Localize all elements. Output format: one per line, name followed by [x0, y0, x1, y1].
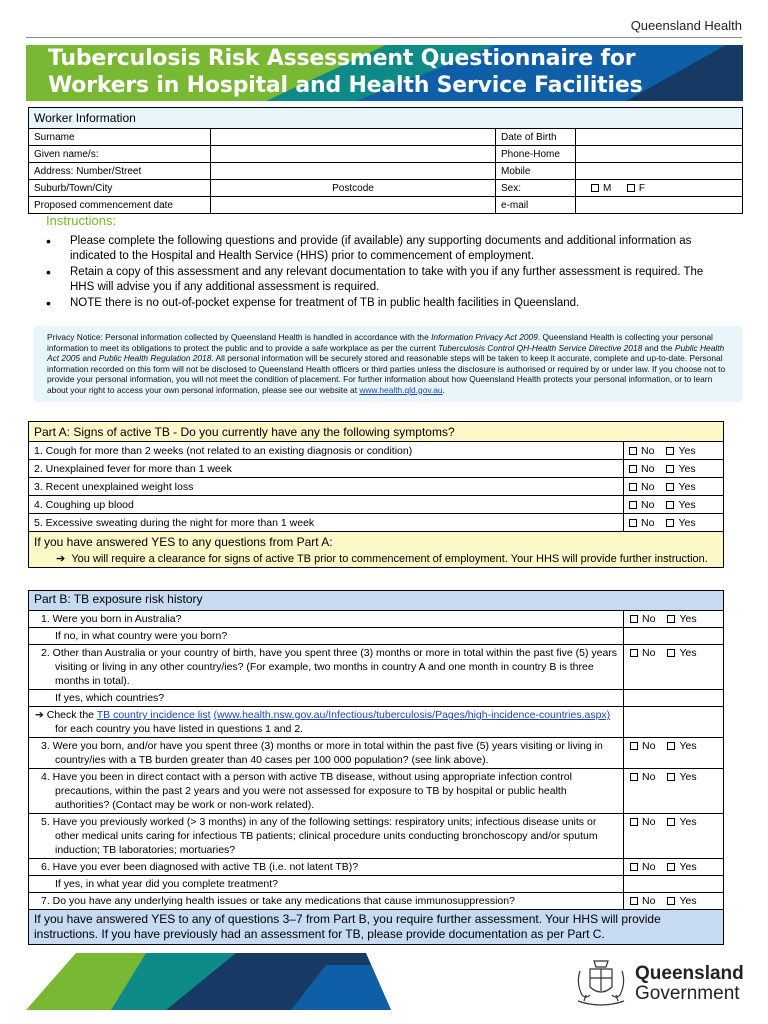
question-text: 3. Were you born, and/or have you spent three (3) months or more in total within the past five (5) years visiting or living in country/ies with a TB burden greater than 40 cases per 100 000 population? (see link above).: [29, 738, 624, 769]
postcode-label: Postcode: [332, 182, 374, 194]
no-label: No: [641, 444, 655, 457]
table-row: [29, 738, 724, 769]
part-a-table: [28, 421, 724, 568]
table-row: [29, 478, 724, 496]
yes-checkbox[interactable]: [667, 897, 675, 905]
question-text: 5. Excessive sweating during the night for more than 1 week: [29, 514, 624, 532]
postcode-input[interactable]: [211, 180, 496, 197]
no-checkbox[interactable]: [630, 615, 638, 623]
question-text: 3. Recent unexplained weight loss: [29, 478, 624, 496]
yes-label: Yes: [678, 516, 696, 529]
no-checkbox[interactable]: [629, 519, 637, 527]
question-text: 6. Have you ever been diagnosed with active TB (i.e. not latent TB)?: [29, 859, 624, 876]
question-text: 5. Have you previously worked (> 3 months) in any of the following settings: respiratory units; infectious disease units or other medical units caring for infectious TB patients; clinical procedure units conducting bronchoscopy and/or sputum induction; TB laboratories; mortuaries?: [29, 814, 624, 859]
yes-checkbox[interactable]: [667, 649, 675, 657]
part-b-footer: If you have answered YES to any of questions 3–7 from Part B, you require further assessment. Your HHS will provide instructions. If you have previously had an assessment for TB, please provide documentation as per Part C.: [29, 910, 724, 945]
yes-label: Yes: [679, 771, 697, 783]
logo-line-1: Queensland: [635, 963, 744, 984]
yes-label: Yes: [679, 613, 697, 625]
question-text: 2. Other than Australia or your country of birth, have you spent three (3) months or more in total within the past five (5) years visiting or living in any other country/ies? (For example, two months in country A and one month in country B is three months in total).: [29, 645, 624, 690]
field-label: Suburb/Town/City: [29, 180, 211, 197]
part-a-footer-note: You will require a clearance for signs of active TB prior to commencement of employment. Your HHS will provide further instruction.: [71, 553, 708, 565]
yes-label: Yes: [679, 647, 697, 659]
worker-info-header: Worker Information: [29, 108, 743, 129]
date-of-birth-input[interactable]: [576, 129, 743, 146]
field-label: Sex:: [496, 180, 576, 197]
yes-checkbox[interactable]: [667, 773, 675, 781]
table-row: [29, 859, 724, 876]
table-row: [29, 129, 743, 146]
no-label: No: [641, 498, 655, 511]
header-rule: [26, 37, 742, 38]
worker-information-table: [28, 107, 743, 214]
no-checkbox[interactable]: [630, 649, 638, 657]
table-row: [29, 645, 724, 690]
countries-input[interactable]: [624, 690, 724, 707]
no-checkbox[interactable]: [630, 773, 638, 781]
yes-label: Yes: [678, 462, 696, 475]
no-label: No: [642, 647, 656, 659]
directive-name: Tuberculosis Control QH-Health Service Directive 2018: [438, 342, 643, 353]
no-checkbox[interactable]: [629, 465, 637, 473]
question-text: 1. Cough for more than 2 weeks (not related to an existing diagnosis or condition): [29, 442, 624, 460]
no-label: No: [642, 895, 656, 907]
yes-label: Yes: [679, 816, 697, 828]
list-item: • Retain a copy of this assessment and any relevant documentation to take with you if any further assessment is required. The HHS will advise you if any additional assessment is required.: [46, 265, 716, 295]
tb-incidence-list-link[interactable]: TB country incidence list: [96, 709, 211, 721]
question-text: 1. Were you born in Australia?: [29, 611, 624, 628]
field-label: Mobile: [496, 163, 576, 180]
field-label: Date of Birth: [496, 129, 576, 146]
yes-label: Yes: [679, 861, 697, 873]
no-checkbox[interactable]: [630, 742, 638, 750]
yes-label: Yes: [678, 498, 696, 511]
privacy-text: and: [80, 353, 99, 363]
part-b-header: Part B: TB exposure risk history: [29, 591, 724, 611]
footer-decoration: [26, 935, 406, 1010]
no-label: No: [641, 516, 655, 529]
no-label: No: [641, 462, 655, 475]
no-label: No: [642, 613, 656, 625]
question-text: 4. Have you been in direct contact with a person with active TB disease, without using appropriate infection control precautions, within the past 2 years and you were not assessed for exposure to TB by hospital or public health authorities? (Contact may be work or non-work related).: [29, 769, 624, 814]
table-row: [29, 514, 724, 532]
check-text: for each country you have listed in questions 1 and 2.: [55, 723, 304, 735]
treatment-year-input[interactable]: [624, 876, 724, 893]
table-row: [29, 628, 724, 645]
part-b-table: [28, 590, 724, 945]
public-health-act-name: Public Health Act 2005: [47, 342, 725, 363]
list-item: • NOTE there is no out-of-pocket expense for treatment of TB in public health facilities in Queensland.: [46, 296, 716, 311]
no-checkbox[interactable]: [630, 818, 638, 826]
tb-incidence-url-link[interactable]: (www.health.nsw.gov.au/Infectious/tuberculosis/Pages/high-incidence-countries.aspx): [213, 709, 611, 721]
field-label: Phone-Home: [496, 146, 576, 163]
field-label: Surname: [29, 129, 211, 146]
no-label: No: [642, 771, 656, 783]
table-row: [29, 197, 743, 214]
sex-male-checkbox[interactable]: [591, 184, 599, 192]
check-text: Check the: [46, 709, 97, 721]
table-row: [29, 690, 724, 707]
sex-female-label: F: [638, 182, 646, 194]
email-input[interactable]: [576, 197, 743, 214]
list-item: • Please complete the following questions and provide (if available) any supporting documents and additional information as indicated to the Hospital and Health Service (HHS) prior to commencement of employment.: [46, 234, 716, 264]
instructions-heading: Instructions:: [46, 213, 117, 228]
arrow-right-icon: ➔: [35, 709, 44, 721]
part-a-footer-text: If you have answered YES to any questions from Part A:: [34, 535, 333, 549]
table-row: [29, 496, 724, 514]
coat-of-arms-icon: [572, 955, 630, 1010]
table-row: [29, 460, 724, 478]
privacy-text: Privacy Notice: Personal information collected by Queensland Health is handled in accordance with the: [47, 332, 432, 342]
question-text: 2. Unexplained fever for more than 1 week: [29, 460, 624, 478]
no-label: No: [642, 861, 656, 873]
privacy-text: . All personal information will be securely stored and reasonable steps will be taken to keep it accurate, complete and up-to-date. Personal information recorded on this form will not be disclosed to Queensland Health officers or third parties unless the disclosure is authorised or required by or under law. If you choose not to provide your personal information, you will not meet the condition of placement. For further information about how Queensland Health protects your personal information, or to learn about your right to access your own personal information, please see our website at: [47, 353, 726, 395]
arrow-right-icon: ➔: [56, 553, 66, 565]
yes-label: Yes: [679, 740, 697, 752]
yes-label: Yes: [679, 895, 697, 907]
no-checkbox[interactable]: [629, 447, 637, 455]
yes-checkbox[interactable]: [666, 465, 674, 473]
table-row: [29, 442, 724, 460]
sex-female-checkbox[interactable]: [627, 184, 635, 192]
table-row: [29, 814, 724, 859]
surname-input[interactable]: [211, 129, 496, 146]
part-a-footer: [29, 532, 724, 568]
yes-checkbox[interactable]: [667, 742, 675, 750]
check-link-row: [29, 707, 624, 738]
question-text: 4. Coughing up blood: [29, 496, 624, 514]
question-text: 7. Do you have any underlying health issues or take any medications that cause immunosuppression?: [29, 893, 624, 910]
field-label: e-mail: [496, 197, 576, 214]
table-row: [29, 876, 724, 893]
queensland-government-logo: [572, 955, 747, 1010]
sex-male-label: M: [603, 182, 612, 194]
no-label: No: [642, 740, 656, 752]
commencement-date-input[interactable]: [211, 197, 496, 214]
health-website-link[interactable]: www.health.qld.gov.au: [359, 384, 443, 395]
privacy-act-name: Information Privacy Act 2009: [431, 332, 538, 342]
yes-checkbox[interactable]: [666, 519, 674, 527]
no-label: No: [642, 816, 656, 828]
privacy-text: and the: [642, 342, 675, 353]
yes-checkbox[interactable]: [667, 863, 675, 871]
yes-label: Yes: [678, 444, 696, 457]
question-subtext: If yes, in what year did you complete treatment?: [29, 876, 624, 893]
table-row: [29, 163, 743, 180]
table-row: [29, 707, 724, 738]
yes-checkbox[interactable]: [666, 501, 674, 509]
yes-checkbox[interactable]: [666, 483, 674, 491]
table-row: [29, 146, 743, 163]
privacy-text: .: [442, 384, 445, 395]
privacy-text: . Queensland Health is collecting your personal information to meet its obligations to protect the public and to provide a safe workplace as per the current: [47, 332, 713, 353]
address-input[interactable]: [211, 163, 496, 180]
table-row: [29, 769, 724, 814]
agency-name: Queensland Health: [630, 18, 742, 33]
no-checkbox[interactable]: [629, 501, 637, 509]
no-checkbox[interactable]: [630, 863, 638, 871]
yes-label: Yes: [678, 480, 696, 493]
country-of-birth-input[interactable]: [624, 628, 724, 645]
document-title: Tuberculosis Risk Assessment Questionnaire for Workers in Hospital and Health Service Facilities: [48, 46, 643, 98]
instructions-list: [46, 234, 716, 312]
title-banner: [26, 45, 743, 101]
no-checkbox[interactable]: [630, 897, 638, 905]
phone-home-input[interactable]: [576, 146, 743, 163]
given-names-input[interactable]: [211, 146, 496, 163]
mobile-input[interactable]: [576, 163, 743, 180]
no-label: No: [641, 480, 655, 493]
question-subtext: If yes, which countries?: [29, 690, 624, 707]
table-row: [29, 893, 724, 910]
part-a-header: Part A: Signs of active TB - Do you currently have any the following symptoms?: [29, 422, 724, 442]
regulation-name: Public Health Regulation 2018: [98, 353, 212, 363]
yes-checkbox[interactable]: [667, 615, 675, 623]
privacy-notice: [34, 326, 742, 402]
logo-line-2: Government: [635, 983, 740, 1004]
field-label: Address: Number/Street: [29, 163, 211, 180]
field-label: Given name/s:: [29, 146, 211, 163]
question-subtext: If no, in what country were you born?: [29, 628, 624, 645]
no-checkbox[interactable]: [629, 483, 637, 491]
yes-checkbox[interactable]: [667, 818, 675, 826]
table-row: [29, 180, 743, 197]
yes-checkbox[interactable]: [666, 447, 674, 455]
table-row: [29, 611, 724, 628]
field-label: Proposed commencement date: [29, 197, 211, 214]
